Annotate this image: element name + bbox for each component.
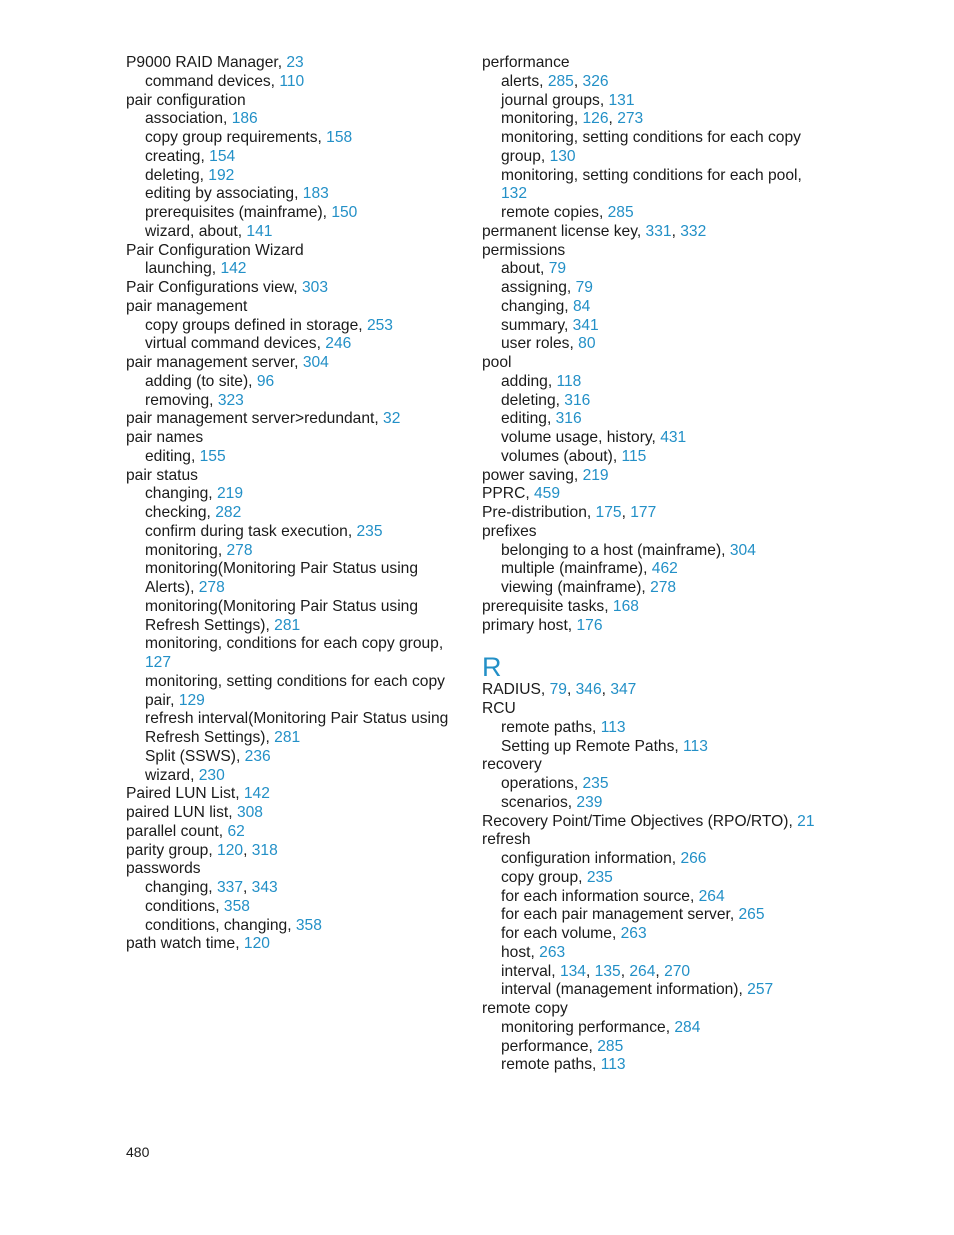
index-subentry: viewing (mainframe), 278 — [501, 579, 677, 596]
index-subentry: monitoring performance, 284 — [501, 1018, 701, 1036]
entry-term: about — [501, 260, 541, 278]
page-link[interactable]: 281 — [274, 729, 301, 746]
entry-term: Split (SSWS) — [145, 747, 236, 765]
page-link[interactable]: 113 — [600, 718, 626, 736]
entry-term: Refresh Settings) — [145, 616, 266, 634]
index-subentry: conditions, 358 — [145, 897, 250, 915]
page-link[interactable]: 263 — [539, 943, 566, 961]
page-link[interactable]: 304 — [729, 541, 756, 559]
entry-term: assigning — [501, 279, 567, 296]
index-subentry — [482, 129, 822, 148]
page-link[interactable]: 176 — [576, 616, 603, 634]
index-subentry: group, 130 — [501, 147, 576, 165]
index-subentry — [126, 654, 456, 673]
index-subentry: for each pair management server, 265 — [501, 906, 765, 924]
page-link[interactable]: 341 — [572, 316, 599, 334]
page-link[interactable]: 285 — [607, 204, 634, 221]
index-entry: power saving, 219 — [482, 466, 609, 484]
entry-term: copy groups defined in storage — [145, 316, 359, 334]
index-entry: Recovery Point/Time Objectives (RPO/RTO), 21 — [482, 812, 815, 830]
entry-term: volumes (about) — [501, 447, 613, 465]
entry-term: configuration information — [501, 850, 672, 867]
entry-term: virtual command devices — [145, 335, 317, 353]
entry-term: changing — [145, 879, 209, 896]
entry-term: removing — [145, 391, 210, 409]
entry-term: prefixes — [482, 522, 537, 540]
index-subentry: editing, 155 — [145, 447, 226, 465]
index-subentry: copy groups defined in storage, 253 — [145, 316, 393, 334]
entry-term: confirm during task execution — [145, 522, 348, 540]
entry-term: editing by associating — [145, 185, 295, 203]
page-link[interactable]: 154 — [209, 147, 236, 165]
index-subentry: changing, 84 — [501, 297, 591, 315]
entry-term: pair names — [126, 429, 204, 446]
entry-term: launching — [145, 260, 212, 278]
entry-term: remote copy — [482, 1000, 568, 1017]
entry-term: primary host — [482, 616, 568, 634]
page-link[interactable]: 332 — [680, 222, 707, 240]
index-entry — [482, 831, 822, 850]
entry-term: summary — [501, 316, 564, 334]
index-entry: primary host, 176 — [482, 616, 603, 634]
index-subentry: virtual command devices, 246 — [145, 335, 352, 353]
entry-term: permanent license key — [482, 222, 637, 240]
page-link[interactable]: 303 — [301, 279, 328, 296]
page-link[interactable]: 219 — [582, 466, 609, 484]
entry-term: volume usage, history — [501, 429, 652, 446]
page-link[interactable]: 96 — [256, 372, 275, 390]
index-subentry: changing, 219 — [145, 485, 243, 503]
page-link[interactable]: 257 — [747, 981, 774, 999]
index-entry — [482, 354, 822, 373]
entry-term: monitoring performance — [501, 1018, 666, 1036]
index-entry — [126, 298, 456, 317]
entry-term: remote paths — [501, 1056, 593, 1074]
index-subentry: editing by associating, 183 — [145, 185, 329, 203]
page-link[interactable]: 318 — [251, 841, 278, 859]
entry-term: parallel count — [126, 822, 219, 840]
page-link[interactable]: 120 — [217, 841, 244, 859]
page-link[interactable]: 79 — [549, 681, 567, 699]
index-subentry: remote paths, 113 — [501, 1056, 626, 1074]
entry-term: copy group — [501, 868, 579, 886]
page-link[interactable]: 323 — [217, 391, 244, 409]
page-link[interactable]: 239 — [576, 793, 603, 811]
page-link[interactable]: 230 — [198, 766, 225, 784]
index-entry — [482, 54, 822, 73]
index-subentry: creating, 154 — [145, 147, 236, 165]
index-subentry: copy group requirements, 158 — [145, 129, 353, 146]
entry-term: Refresh Settings) — [145, 729, 266, 746]
section-letter: R — [482, 652, 502, 683]
page-link[interactable]: 126 — [582, 110, 609, 128]
index-subentry: assigning, 79 — [501, 279, 593, 296]
index-entry — [482, 242, 822, 261]
entry-term: group — [501, 147, 541, 165]
entry-term: paired LUN list — [126, 804, 229, 821]
page-link[interactable]: 284 — [674, 1018, 701, 1036]
page-link[interactable]: 282 — [215, 504, 242, 521]
entry-term: performance — [501, 1037, 589, 1055]
index-entry — [126, 429, 456, 448]
entry-term: PPRC — [482, 485, 526, 503]
index-subentry: about, 79 — [501, 260, 567, 278]
index-subentry: performance, 285 — [501, 1037, 624, 1055]
page-link[interactable]: 278 — [226, 541, 253, 559]
entry-term: path watch time — [126, 935, 236, 953]
index-subentry: launching, 142 — [145, 260, 247, 278]
entry-term: refresh — [482, 831, 531, 849]
index-subentry: checking, 282 — [145, 504, 242, 521]
page-link[interactable]: 80 — [578, 335, 596, 353]
entry-term: Alerts) — [145, 579, 191, 596]
page-link[interactable]: 142 — [243, 785, 270, 803]
index-subentry: remote copies, 285 — [501, 204, 634, 221]
entry-term: pair — [145, 691, 171, 709]
entry-term: RADIUS — [482, 681, 541, 699]
index-entry: path watch time, 120 — [126, 935, 270, 953]
page-link[interactable]: 142 — [220, 260, 247, 278]
page-link[interactable]: 278 — [650, 579, 677, 596]
entry-term: monitoring, conditions for each copy group, — [145, 635, 444, 653]
index-subentry: Refresh Settings), 281 — [145, 729, 301, 746]
page-link[interactable]: 236 — [244, 747, 271, 765]
index-subentry: host, 263 — [501, 943, 566, 961]
page-link[interactable]: 23 — [286, 54, 304, 71]
page-link[interactable]: 129 — [178, 691, 205, 709]
page-link[interactable]: 235 — [586, 868, 613, 886]
entry-term: interval (management information) — [501, 981, 739, 999]
index-column-left — [126, 54, 456, 954]
index-entry — [482, 523, 822, 542]
entry-term: for each volume — [501, 925, 612, 942]
index-entry: parallel count, 62 — [126, 822, 245, 840]
entry-term: prerequisites (mainframe) — [145, 204, 323, 221]
index-entry — [126, 467, 456, 486]
page-link[interactable]: 343 — [251, 879, 278, 896]
entry-term: wizard, about — [145, 222, 238, 240]
entry-term: Setting up Remote Paths — [501, 737, 675, 755]
entry-term: user roles — [501, 335, 570, 353]
entry-term: operations — [501, 775, 574, 792]
index-subentry: operations, 235 — [501, 775, 609, 792]
index-subentry: pair, 129 — [145, 691, 205, 709]
entry-term: remote copies — [501, 204, 599, 221]
page-link[interactable]: 331 — [645, 222, 672, 240]
page-link[interactable]: 79 — [575, 279, 593, 296]
page-link[interactable]: 462 — [651, 560, 678, 578]
entry-term: alerts — [501, 72, 540, 90]
index-subentry — [126, 635, 456, 654]
entry-term: checking — [145, 504, 207, 521]
entry-term: Pair Configurations view — [126, 279, 294, 296]
index-subentry: changing, 337, 343 — [145, 879, 278, 896]
index-entry: prerequisite tasks, 168 — [482, 597, 639, 615]
page-link[interactable]: 118 — [556, 372, 582, 390]
page-link[interactable]: 358 — [295, 916, 322, 934]
page-link[interactable]: 285 — [597, 1037, 624, 1055]
entry-term: power saving — [482, 466, 574, 484]
index-subentry: journal groups, 131 — [501, 91, 635, 109]
page-link[interactable]: 316 — [564, 391, 591, 409]
index-subentry: scenarios, 239 — [501, 793, 603, 811]
index-entry: permanent license key, 331, 332 — [482, 222, 707, 240]
index-subentry: Refresh Settings), 281 — [145, 616, 301, 634]
index-subentry: adding (to site), 96 — [145, 372, 275, 390]
entry-term: changing — [501, 297, 565, 315]
entry-term: permissions — [482, 241, 566, 259]
entry-term: RCU — [482, 700, 516, 717]
page-link[interactable]: 326 — [582, 72, 609, 90]
entry-term: Paired LUN List — [126, 785, 236, 803]
index-subentry: wizard, 230 — [145, 766, 225, 784]
entry-term: recovery — [482, 756, 542, 774]
index-subentry: configuration information, 266 — [501, 850, 707, 867]
index-subentry — [482, 185, 822, 204]
index-subentry: Alerts), 278 — [145, 579, 225, 596]
index-subentry: monitoring, 278 — [145, 541, 253, 559]
page-link[interactable]: 308 — [236, 804, 263, 821]
entry-term: passwords — [126, 860, 201, 878]
page-link[interactable]: 253 — [366, 316, 393, 334]
index-subentry: user roles, 80 — [501, 335, 596, 353]
page-link[interactable]: 175 — [595, 504, 622, 521]
index-subentry: monitoring, 126, 273 — [501, 110, 644, 128]
entry-term: monitoring(Monitoring Pair Status using — [145, 597, 419, 615]
entry-term: conditions, changing — [145, 916, 288, 934]
page-number: 480 — [126, 1144, 150, 1160]
page-link[interactable]: 219 — [216, 485, 243, 503]
index-entry: parity group, 120, 318 — [126, 841, 278, 859]
entry-term: Recovery Point/Time Objectives (RPO/RTO) — [482, 812, 789, 830]
page-link[interactable]: 113 — [683, 737, 708, 755]
entry-term: belonging to a host (mainframe) — [501, 541, 722, 559]
page-link[interactable]: 264 — [698, 887, 725, 905]
page-link[interactable]: 115 — [621, 447, 647, 465]
index-subentry — [126, 673, 456, 692]
entry-term: for each information source — [501, 887, 690, 905]
page-link[interactable]: 273 — [617, 110, 644, 128]
page-link[interactable]: 246 — [325, 335, 352, 353]
page-link[interactable]: 131 — [608, 91, 635, 109]
page-link[interactable]: 113 — [600, 1056, 626, 1074]
entry-term: editing — [501, 410, 547, 428]
index-subentry: volume usage, history, 431 — [501, 429, 687, 446]
page-link[interactable]: 431 — [660, 429, 687, 446]
page-link[interactable]: 79 — [548, 260, 567, 278]
page-link[interactable]: 346 — [575, 681, 602, 699]
page-link[interactable]: 84 — [572, 297, 591, 315]
page-link[interactable]: 134 — [559, 962, 586, 980]
page-link[interactable]: 235 — [582, 775, 609, 792]
page-link[interactable]: 183 — [302, 185, 329, 203]
entry-term: editing — [145, 447, 191, 465]
page-link[interactable]: 358 — [223, 897, 250, 915]
page-link[interactable]: 192 — [208, 166, 235, 184]
page-link[interactable]: 278 — [198, 579, 225, 596]
entry-term: pool — [482, 354, 512, 371]
page-link[interactable]: 263 — [620, 925, 647, 942]
entry-term: creating — [145, 147, 201, 165]
page-link[interactable]: 304 — [302, 354, 329, 371]
index-subentry: copy group, 235 — [501, 868, 613, 886]
index-entry: Pre-distribution, 175, 177 — [482, 504, 657, 521]
index-subentry — [126, 710, 456, 729]
index-entry: Pair Configurations view, 303 — [126, 279, 328, 296]
index-entry — [482, 700, 822, 719]
index-subentry: for each information source, 264 — [501, 887, 725, 905]
index-subentry: Split (SSWS), 236 — [145, 747, 271, 765]
entry-term: Pair Configuration Wizard — [126, 241, 304, 259]
entry-term: parity group — [126, 841, 209, 859]
page-link[interactable]: 347 — [610, 681, 637, 699]
page-link[interactable]: 21 — [797, 812, 815, 830]
index-subentry: editing, 316 — [501, 410, 582, 428]
index-subentry: alerts, 285, 326 — [501, 72, 609, 90]
entry-term: viewing (mainframe) — [501, 579, 642, 596]
page-link[interactable]: 32 — [383, 410, 401, 428]
entry-term: performance — [482, 54, 570, 71]
entry-term: prerequisite tasks — [482, 597, 605, 615]
index-subentry: multiple (mainframe), 462 — [501, 560, 678, 578]
index-subentry: interval, 134, 135, 264, 270 — [501, 962, 691, 980]
index-entry: pair management server>redundant, 32 — [126, 410, 401, 428]
entry-term: association — [145, 110, 224, 128]
entry-term: remote paths — [501, 718, 593, 736]
page-link[interactable]: 186 — [231, 110, 258, 128]
page-link[interactable]: 150 — [331, 204, 358, 221]
page-link[interactable]: 270 — [664, 962, 691, 980]
index-subentry: belonging to a host (mainframe), 304 — [501, 541, 756, 559]
page-link[interactable]: 110 — [279, 72, 305, 90]
entry-term: pair status — [126, 466, 198, 484]
index-subentry: command devices, 110 — [145, 72, 305, 90]
page-link[interactable]: 135 — [594, 962, 621, 980]
index-entry: Paired LUN List, 142 — [126, 785, 270, 803]
index-subentry: adding, 118 — [501, 372, 582, 390]
index-subentry: deleting, 316 — [501, 391, 591, 409]
entry-term: adding — [501, 372, 548, 390]
index-entry — [482, 756, 822, 775]
entry-term: conditions — [145, 897, 216, 915]
entry-term: pair management server — [126, 354, 295, 371]
index-entry — [126, 92, 456, 111]
entry-term: P9000 RAID Manager — [126, 54, 278, 71]
index-subentry: remote paths, 113 — [501, 718, 626, 736]
entry-term: changing — [145, 485, 209, 503]
entry-term: monitoring — [501, 110, 574, 128]
page-link[interactable]: 120 — [243, 935, 270, 953]
index-entry: RADIUS, 79, 346, 347 — [482, 681, 637, 699]
page-link[interactable]: 158 — [326, 129, 353, 146]
index-subentry: for each volume, 263 — [501, 925, 647, 942]
page-link[interactable]: 132 — [501, 185, 528, 203]
entry-term: scenarios — [501, 793, 568, 811]
entry-term: refresh interval(Monitoring Pair Status using — [145, 710, 449, 728]
entry-term: monitoring(Monitoring Pair Status using — [145, 560, 419, 578]
index-subentry: interval (management information), 257 — [501, 981, 774, 999]
entry-term: copy group requirements — [145, 129, 318, 146]
entry-term: adding (to site) — [145, 372, 249, 390]
page-link[interactable]: 285 — [547, 72, 574, 90]
entry-term: Pre-distribution — [482, 504, 587, 521]
index-subentry: summary, 341 — [501, 316, 599, 334]
page-link[interactable]: 141 — [246, 222, 273, 240]
index-entry — [126, 860, 456, 879]
entry-term: monitoring, setting conditions for each copy — [501, 129, 801, 146]
entry-term: interval — [501, 962, 552, 980]
page-link[interactable]: 281 — [274, 616, 301, 634]
page-link[interactable]: 264 — [629, 962, 656, 980]
page-link[interactable]: 337 — [216, 879, 243, 896]
index-subentry: wizard, about, 141 — [145, 222, 273, 240]
index-subentry: volumes (about), 115 — [501, 447, 647, 465]
entry-term: pair management server>redundant — [126, 410, 375, 428]
index-column-right — [482, 54, 822, 1075]
page-link[interactable]: 235 — [356, 522, 383, 540]
index-subentry — [126, 560, 456, 579]
entry-term: monitoring, setting conditions for each pool, — [501, 166, 802, 184]
page-link[interactable]: 316 — [555, 410, 582, 428]
page-link[interactable]: 62 — [227, 822, 245, 840]
entry-term: monitoring, setting conditions for each copy — [145, 672, 445, 690]
page-link[interactable]: 168 — [612, 597, 639, 615]
index-subentry: confirm during task execution, 235 — [145, 522, 383, 540]
entry-term: journal groups — [501, 91, 600, 109]
entry-term: for each pair management server — [501, 906, 730, 924]
index-subentry: removing, 323 — [145, 391, 244, 409]
entry-term: deleting — [145, 166, 200, 184]
index-entry: pair management server, 304 — [126, 354, 329, 371]
entry-term: command devices — [145, 72, 271, 90]
entry-term: wizard — [145, 766, 191, 784]
index-subentry: association, 186 — [145, 110, 258, 128]
page-link[interactable]: 265 — [738, 906, 765, 924]
entry-term: deleting — [501, 391, 556, 409]
entry-term: monitoring — [145, 541, 218, 559]
index-subentry: prerequisites (mainframe), 150 — [145, 204, 358, 221]
index-entry — [482, 1000, 822, 1019]
index-entry — [126, 242, 456, 261]
index-entry: P9000 RAID Manager, 23 — [126, 54, 304, 71]
index-subentry — [126, 598, 456, 617]
index-entry: PPRC, 459 — [482, 485, 561, 503]
page-link[interactable]: 127 — [145, 654, 172, 671]
entry-term: pair configuration — [126, 91, 246, 109]
index-subentry: conditions, changing, 358 — [145, 916, 322, 934]
page-link[interactable]: 155 — [199, 447, 226, 465]
page-link[interactable]: 266 — [680, 850, 707, 867]
entry-term: host — [501, 943, 531, 961]
entry-term: pair management — [126, 297, 248, 315]
index-subentry: Setting up Remote Paths, 113 — [501, 737, 708, 755]
entry-term: multiple (mainframe) — [501, 560, 644, 578]
page-link[interactable]: 459 — [534, 485, 561, 503]
index-subentry — [482, 167, 822, 186]
page-link[interactable]: 177 — [630, 504, 657, 521]
index-entry: paired LUN list, 308 — [126, 804, 263, 821]
index-subentry: deleting, 192 — [145, 166, 235, 184]
page-link[interactable]: 130 — [549, 147, 576, 165]
